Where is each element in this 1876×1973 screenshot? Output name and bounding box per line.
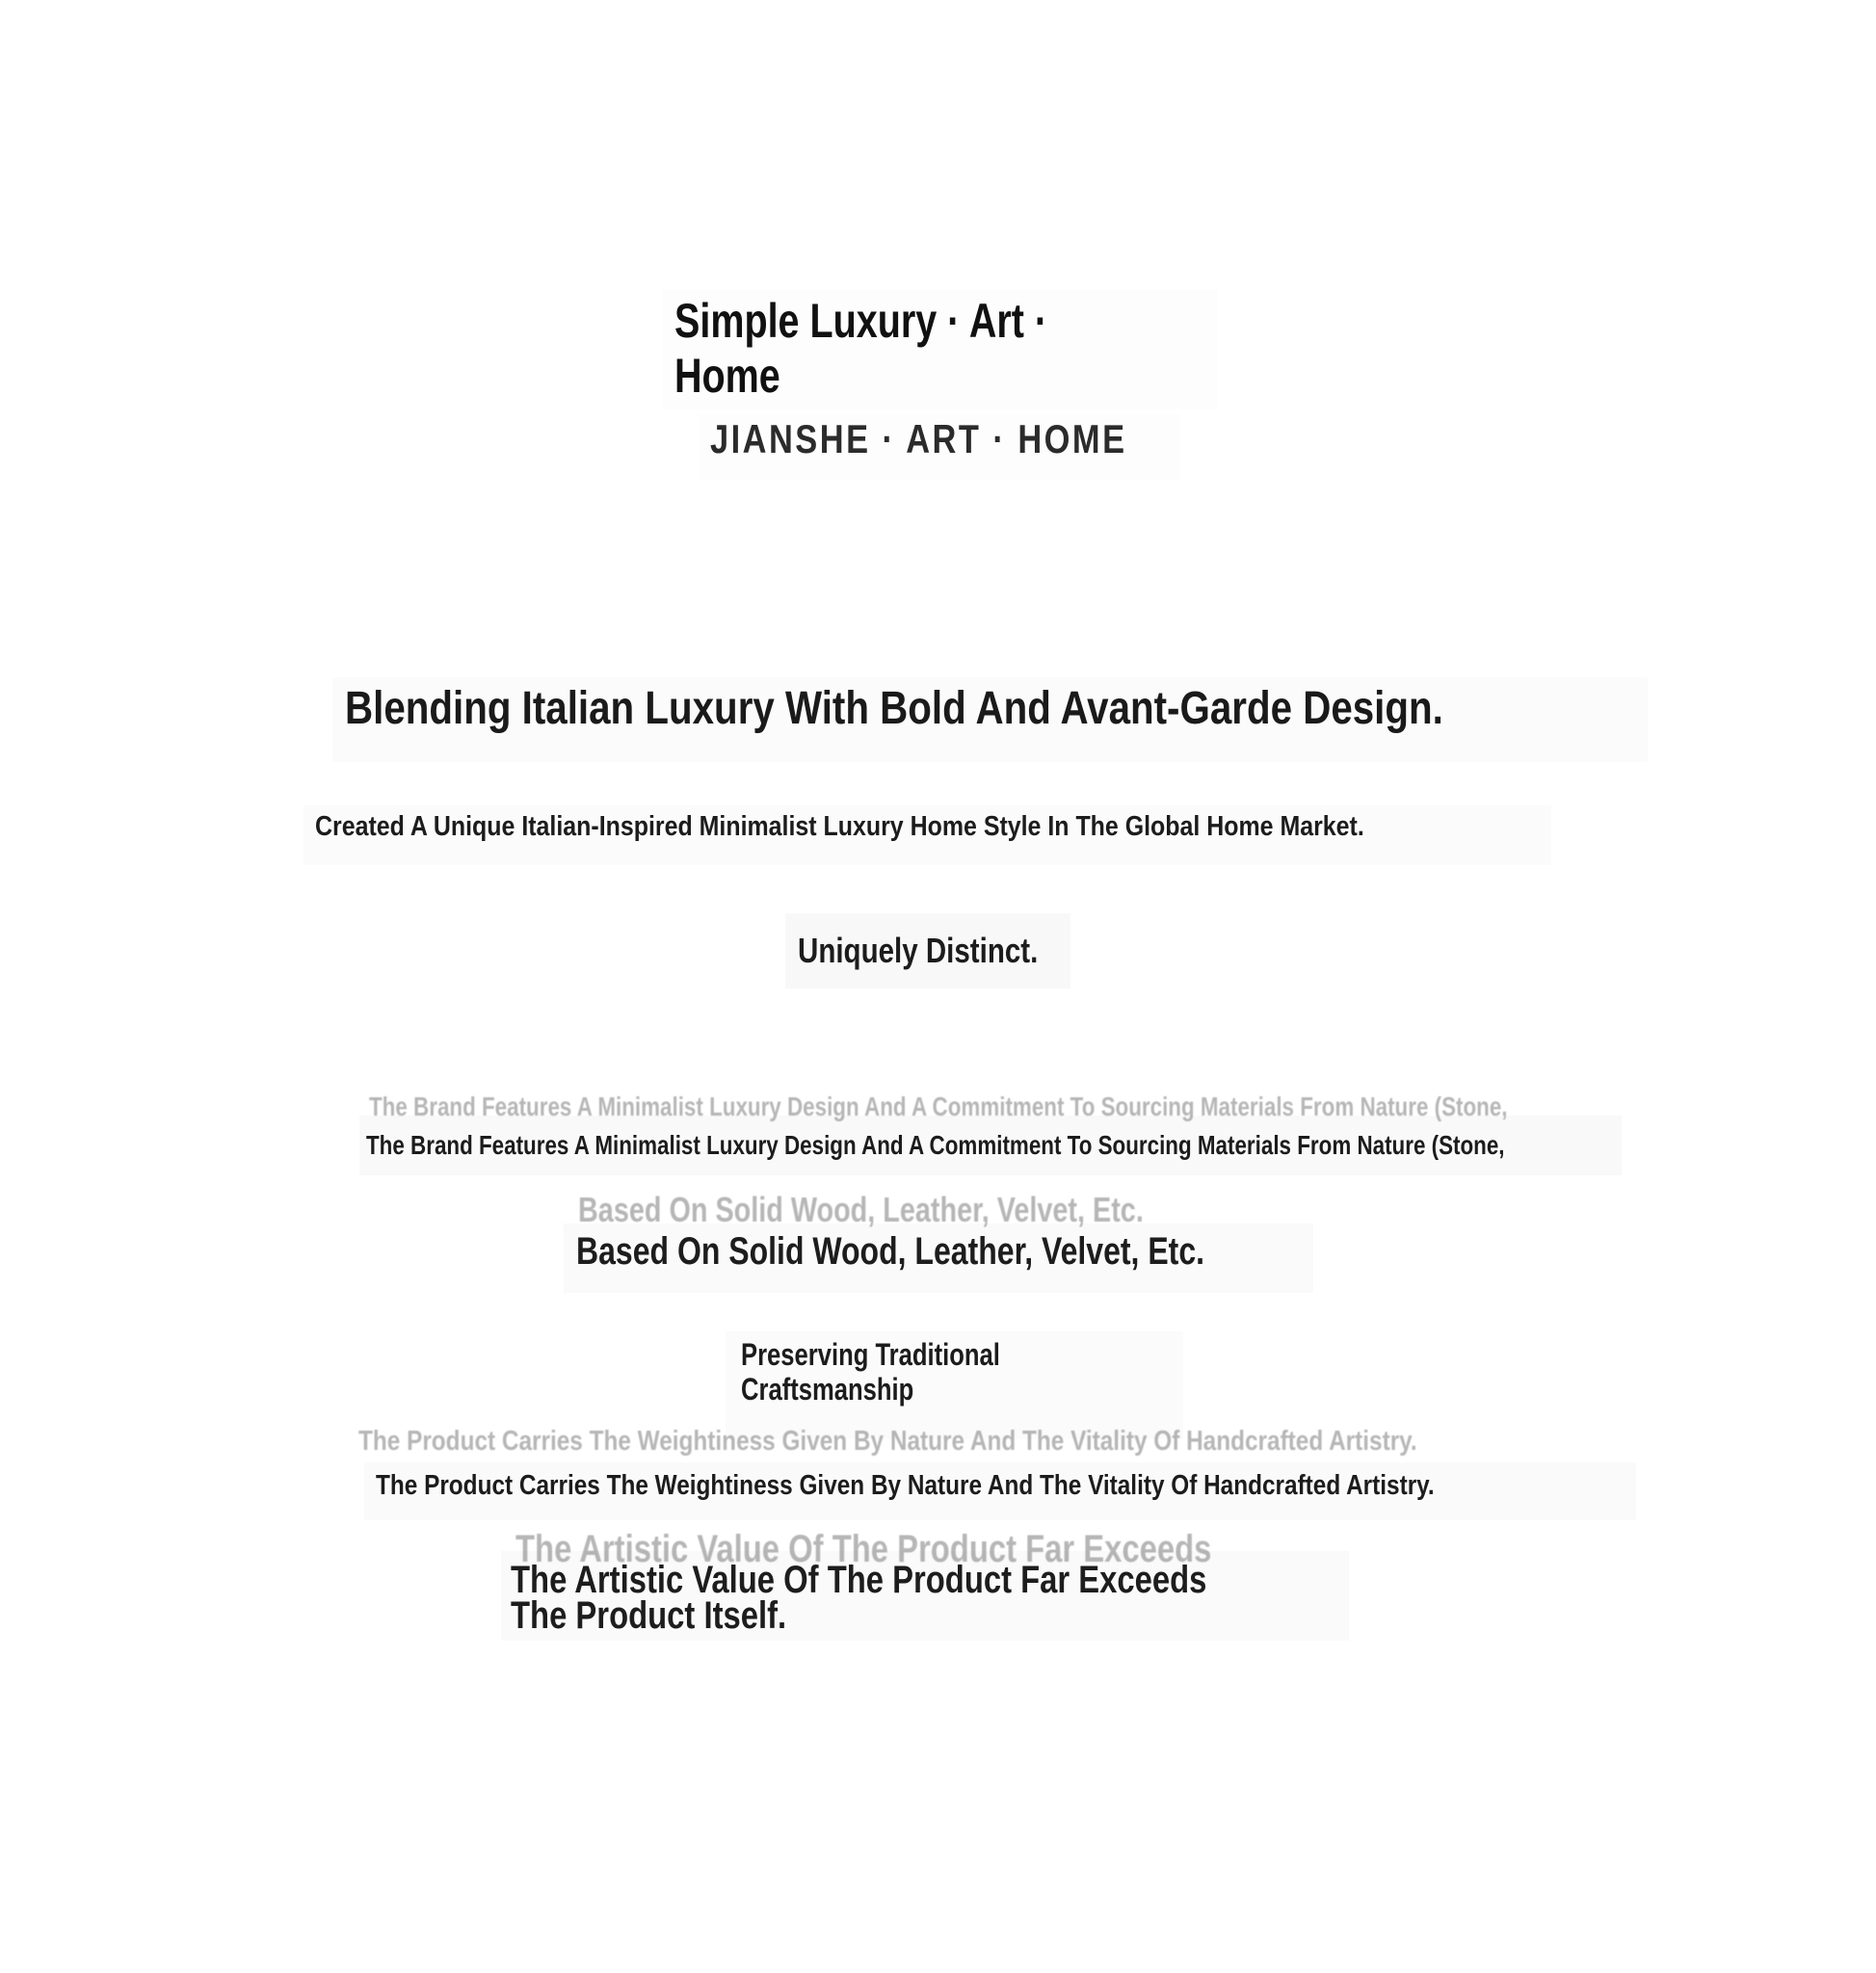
subtagline-text: Created A Unique Italian-Inspired Minimalist Luxury Home Style In The Global Home Market. — [315, 811, 1364, 842]
ghost-text-remnant: The Brand Features A Minimalist Luxury Design And A Commitment To Sourcing Materials From Nature (Stone, — [369, 1092, 1508, 1121]
artistic-value-line1: The Artistic Value Of The Product Far Exceeds — [511, 1559, 1207, 1601]
craftsmanship-line2: Craftsmanship — [741, 1372, 914, 1407]
craftsmanship-line1: Preserving Traditional — [741, 1337, 1000, 1372]
uniquely-distinct-heading: Uniquely Distinct. — [798, 931, 1039, 970]
tagline-heading: Blending Italian Luxury With Bold And Avant-Garde Design. — [345, 683, 1443, 734]
materials-heading: Based On Solid Wood, Leather, Velvet, Etc. — [576, 1230, 1205, 1273]
page-title-line1: Simple Luxury · Art · — [674, 294, 1048, 348]
brand-logo-wordmark: JIANSHE · ART · HOME — [710, 416, 1127, 461]
artistic-value-heading — [511, 1559, 1207, 1637]
ghost-text-remnant: The Product Carries The Weightiness Given By Nature And The Vitality Of Handcrafted Artistry. — [358, 1426, 1417, 1457]
craftsmanship-heading — [741, 1337, 1000, 1407]
page-title-line2: Home — [674, 349, 780, 403]
page-title — [674, 294, 1047, 404]
artistic-value-line2: The Product Itself. — [511, 1594, 787, 1637]
ghost-text-remnant: The Artistic Value Of The Product Far Exceeds — [515, 1528, 1212, 1570]
product-carries-text: The Product Carries The Weightiness Given By Nature And The Vitality Of Handcrafted Artistry. — [376, 1470, 1435, 1501]
ghost-text-remnant: Based On Solid Wood, Leather, Velvet, Etc. — [578, 1190, 1144, 1229]
brand-features-text: The Brand Features A Minimalist Luxury Design And A Commitment To Sourcing Materials From Nature (Stone, — [366, 1130, 1505, 1160]
